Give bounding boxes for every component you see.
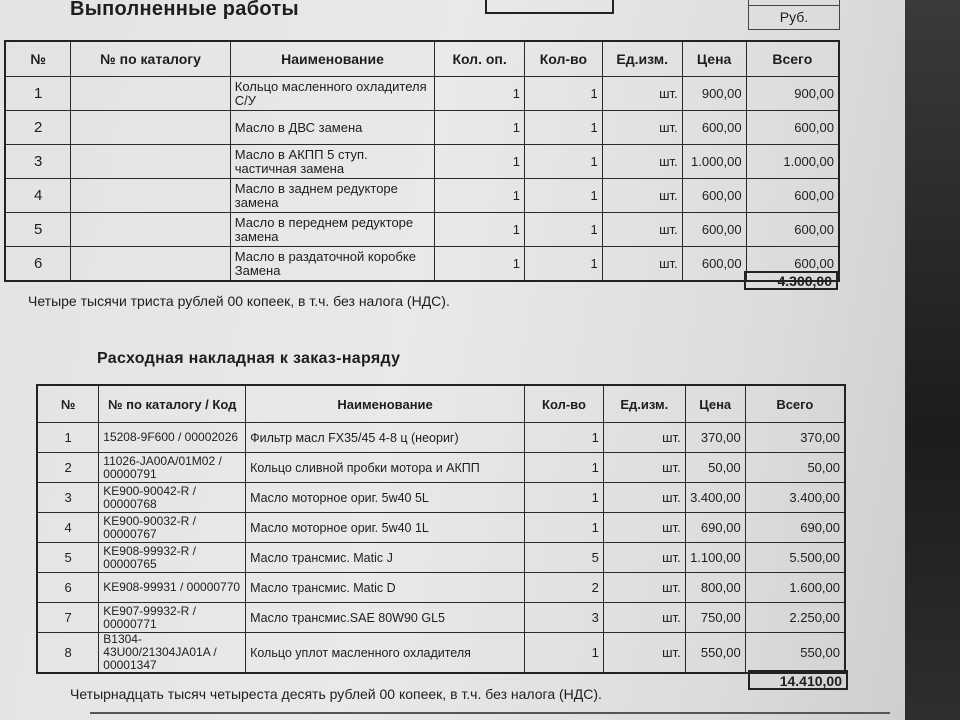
table-row	[37, 483, 845, 513]
code-cell: KE908-99932-R / 00000765	[99, 543, 246, 573]
row-number: 2	[37, 453, 99, 483]
unit-cell: шт.	[603, 453, 685, 483]
total-cell: 370,00	[745, 423, 845, 453]
unit-cell: шт.	[603, 483, 685, 513]
col-header: Всего	[745, 385, 845, 423]
price-cell: 600,00	[682, 179, 746, 213]
unit-cell: шт.	[602, 247, 682, 282]
total-cell: 50,00	[745, 453, 845, 483]
total-cell: 600,00	[746, 247, 839, 282]
price-cell: 1.000,00	[682, 145, 746, 179]
qty-cell: 1	[525, 483, 604, 513]
unit-cell: шт.	[602, 77, 682, 111]
unit-cell: шт.	[602, 145, 682, 179]
total-cell: 900,00	[746, 77, 839, 111]
price-cell: 690,00	[685, 513, 745, 543]
unit-cell: шт.	[602, 111, 682, 145]
col-header: № по каталогу / Код	[99, 385, 246, 423]
catalog-cell	[71, 145, 231, 179]
background-surface	[905, 0, 960, 720]
price-cell: 600,00	[682, 247, 746, 282]
name-cell: Кольцо уплот масленного охладителя	[246, 633, 525, 674]
row-number: 5	[5, 213, 71, 247]
name-cell: Кольцо сливной пробки мотора и АКПП	[246, 453, 525, 483]
qty-cell: 5	[525, 543, 604, 573]
col-header: №	[37, 385, 99, 423]
name-cell: Масло в переднем редукторе замена	[230, 213, 434, 247]
name-cell: Масло трансмис.SAE 80W90 GL5	[246, 603, 525, 633]
col-header: Цена	[685, 385, 745, 423]
row-number: 4	[37, 513, 99, 543]
name-cell: Масло в ДВС замена	[230, 111, 434, 145]
row-number: 2	[5, 111, 71, 145]
col-header: Ед.изм.	[603, 385, 685, 423]
col-header: Цена	[682, 41, 746, 77]
name-cell: Фильтр масл FX35/45 4-8 ц (неориг)	[246, 423, 525, 453]
unit-cell: шт.	[603, 513, 685, 543]
price-cell: 750,00	[685, 603, 745, 633]
qty-cell: 1	[524, 145, 602, 179]
table-row	[37, 603, 845, 633]
invoice-table	[36, 384, 846, 674]
works-total-words: Четыре тысячи триста рублей 00 копеек, в т.ч. без налога (НДС).	[28, 293, 450, 309]
unit-cell: шт.	[603, 633, 685, 674]
invoice-grand-total: 14.410,00	[748, 670, 848, 690]
ops-cell: 1	[435, 77, 525, 111]
price-cell: 3.400,00	[685, 483, 745, 513]
works-table	[4, 40, 840, 282]
table-row	[37, 633, 845, 674]
name-cell: Масло трансмис. Matic D	[246, 573, 525, 603]
price-cell: 800,00	[685, 573, 745, 603]
qty-cell: 1	[524, 213, 602, 247]
table-row	[37, 513, 845, 543]
total-cell: 1.000,00	[746, 145, 839, 179]
works-header-row	[5, 41, 839, 77]
table-row	[5, 179, 839, 213]
total-cell: 600,00	[746, 213, 839, 247]
code-cell: 15208-9F600 / 00002026	[99, 423, 246, 453]
row-number: 3	[37, 483, 99, 513]
catalog-cell	[71, 247, 231, 282]
price-cell: 600,00	[682, 111, 746, 145]
row-number: 1	[37, 423, 99, 453]
ops-cell: 1	[435, 111, 525, 145]
code-cell: 11026-JA00A/01M02 / 00000791	[99, 453, 246, 483]
name-cell: Масло моторное ориг. 5w40 1L	[246, 513, 525, 543]
price-cell: 900,00	[682, 77, 746, 111]
ops-cell: 1	[435, 145, 525, 179]
code-cell: KE900-90042-R / 00000768	[99, 483, 246, 513]
price-cell: 600,00	[682, 213, 746, 247]
qty-cell: 1	[525, 513, 604, 543]
col-header: №	[5, 41, 71, 77]
total-cell: 3.400,00	[745, 483, 845, 513]
code-cell: KE900-90032-R / 00000767	[99, 513, 246, 543]
total-cell: 5.500,00	[745, 543, 845, 573]
header-box	[485, 0, 614, 14]
currency-box	[748, 0, 840, 30]
price-cell: 50,00	[685, 453, 745, 483]
row-number: 3	[5, 145, 71, 179]
currency-label: Руб.	[779, 9, 809, 25]
unit-cell: шт.	[603, 423, 685, 453]
code-cell: B1304-43U00/21304JA01A / 00001347	[99, 633, 246, 674]
divider	[90, 712, 890, 714]
qty-cell: 1	[524, 77, 602, 111]
unit-cell: шт.	[603, 543, 685, 573]
qty-cell: 1	[524, 179, 602, 213]
row-number: 1	[5, 77, 71, 111]
table-row	[5, 77, 839, 111]
name-cell: Кольцо масленного охладителя С/У	[230, 77, 434, 111]
col-header: Всего	[746, 41, 839, 77]
col-header: Кол-во	[525, 385, 604, 423]
col-header: Наименование	[246, 385, 525, 423]
invoice-title: Расходная накладная к заказ-наряду	[97, 350, 401, 367]
name-cell: Масло трансмис. Matic J	[246, 543, 525, 573]
catalog-cell	[71, 111, 231, 145]
table-row	[37, 573, 845, 603]
code-cell: KE907-99932-R / 00000771	[99, 603, 246, 633]
name-cell: Масло моторное ориг. 5w40 5L	[246, 483, 525, 513]
total-cell: 600,00	[746, 111, 839, 145]
row-number: 6	[37, 573, 99, 603]
row-number: 4	[5, 179, 71, 213]
table-row	[5, 247, 839, 282]
unit-cell: шт.	[603, 573, 685, 603]
col-header: Ед.изм.	[602, 41, 682, 77]
invoice-header-row	[37, 385, 845, 423]
table-row	[37, 423, 845, 453]
works-title: Выполненные работы	[70, 0, 299, 20]
col-header: Наименование	[230, 41, 434, 77]
qty-cell: 1	[525, 453, 604, 483]
total-cell: 550,00	[745, 633, 845, 674]
col-header: Кол. оп.	[435, 41, 525, 77]
table-row	[5, 213, 839, 247]
name-cell: Масло в заднем редукторе замена	[230, 179, 434, 213]
works-grand-total: 4.300,00	[744, 271, 838, 290]
price-cell: 1.100,00	[685, 543, 745, 573]
qty-cell: 1	[525, 423, 604, 453]
catalog-cell	[71, 213, 231, 247]
code-cell: KE908-99931 / 00000770	[99, 573, 246, 603]
row-number: 6	[5, 247, 71, 282]
unit-cell: шт.	[603, 603, 685, 633]
table-row	[5, 145, 839, 179]
table-row	[37, 453, 845, 483]
qty-cell: 1	[524, 247, 602, 282]
total-cell: 690,00	[745, 513, 845, 543]
row-number: 7	[37, 603, 99, 633]
ops-cell: 1	[435, 247, 525, 282]
unit-cell: шт.	[602, 179, 682, 213]
table-row	[37, 543, 845, 573]
price-cell: 550,00	[685, 633, 745, 674]
row-number: 8	[37, 633, 99, 674]
invoice-total-words: Четырнадцать тысяч четыреста десять рублей 00 копеек, в т.ч. без налога (НДС).	[70, 686, 602, 702]
col-header: № по каталогу	[71, 41, 231, 77]
qty-cell: 1	[524, 111, 602, 145]
catalog-cell	[71, 179, 231, 213]
unit-cell: шт.	[602, 213, 682, 247]
name-cell: Масло в АКПП 5 ступ. частичная замена	[230, 145, 434, 179]
qty-cell: 3	[525, 603, 604, 633]
total-cell: 1.600,00	[745, 573, 845, 603]
table-row	[5, 111, 839, 145]
total-cell: 600,00	[746, 179, 839, 213]
name-cell: Масло в раздаточной коробке Замена	[230, 247, 434, 282]
catalog-cell	[71, 77, 231, 111]
col-header: Кол-во	[524, 41, 602, 77]
price-cell: 370,00	[685, 423, 745, 453]
ops-cell: 1	[435, 179, 525, 213]
qty-cell: 1	[525, 633, 604, 674]
total-cell: 2.250,00	[745, 603, 845, 633]
row-number: 5	[37, 543, 99, 573]
qty-cell: 2	[525, 573, 604, 603]
ops-cell: 1	[435, 213, 525, 247]
